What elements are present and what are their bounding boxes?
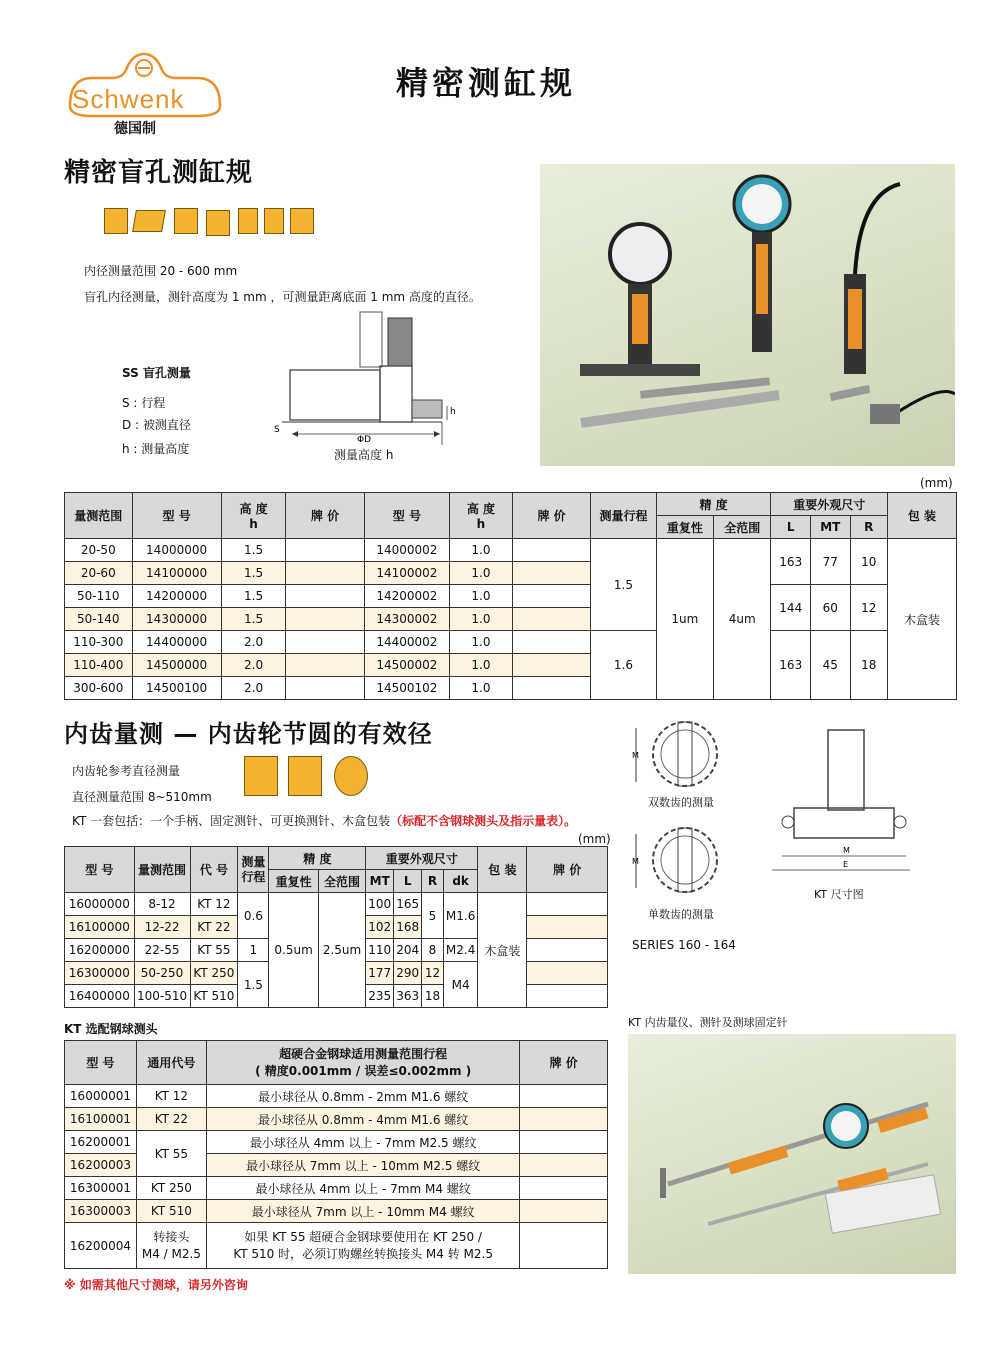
cell-model2: 14500102 [364,677,449,700]
cell-height2: 1.0 [450,631,513,654]
cell-dim-l-a: 163 [771,539,811,585]
cell-desc: 最小球径从 7mm 以上 - 10mm M2.5 螺纹 [206,1154,520,1177]
cell-code: KT 510 [136,1200,206,1223]
cell-price [520,1131,608,1154]
th2-mt: MT [366,870,394,893]
cell-model: 16000000 [65,893,135,916]
kit-note: （标配不含钢球测头及指示量表）。 [390,814,577,828]
cell-code: KT 510 [190,985,238,1008]
th-accuracy: 精 度 [656,493,771,516]
cell-code: KT 250 [136,1177,206,1200]
cell-range: 110-400 [65,654,133,677]
brand-logo [62,48,227,143]
cell-range: 20-50 [65,539,133,562]
th2-pack: 包 装 [478,847,527,893]
cell-l: 363 [394,985,422,1008]
cell-height: 1.5 [221,539,286,562]
cell-price2 [512,585,590,608]
cell-code: KT 12 [136,1085,206,1108]
cell-range: 300-600 [65,677,133,700]
cell-height: 2.0 [221,677,286,700]
th-height2-label: 高 度 [466,502,496,516]
cell-mt: 110 [366,939,394,962]
th-full: 全范围 [714,516,771,539]
cell-range: 100-510 [134,985,190,1008]
cell-height: 1.5 [221,562,286,585]
cell-height: 2.0 [221,654,286,677]
th-stroke: 测量行程 [591,493,657,539]
cell-model2: 14200002 [364,585,449,608]
cell-range: 110-300 [65,631,133,654]
cell-range: 20-60 [65,562,133,585]
th2-code: 代 号 [190,847,238,893]
cell-model: 16200001 [65,1131,137,1154]
cell-model: 16300000 [65,962,135,985]
cell-stroke-b: 1 [238,939,269,962]
th-price: 牌 价 [286,493,364,539]
cell-range: 22-55 [134,939,190,962]
cell-model: 16300003 [65,1200,137,1223]
cell-l: 204 [394,939,422,962]
cell-price [286,677,364,700]
cell-price2 [512,654,590,677]
ref-text: 内齿轮参考直径测量 [72,764,181,778]
brand-name: Schwenk [72,84,185,114]
table3-title: KT 选配钢球测头 [64,1022,158,1036]
cell-desc: 最小球径从 4mm 以上 - 7mm M2.5 螺纹 [206,1131,520,1154]
adapter-line1: 转接头 [153,1229,190,1244]
table-blind-hole-gauges [64,492,957,700]
th-height [221,493,286,539]
cell-model2: 14000002 [364,539,449,562]
type-icon-7 [290,208,314,234]
cell-stroke-b: 1.6 [591,631,657,700]
cell-price [520,1177,608,1200]
cell-dim-mt-c: 45 [811,631,851,700]
th3-code: 通用代号 [136,1041,206,1085]
cell-price2 [512,677,590,700]
cell-desc [206,1223,520,1269]
cell-dim-mt-a: 77 [811,539,851,585]
cell-price [286,562,364,585]
cell-price2 [512,539,590,562]
table-row [65,1200,608,1223]
diagram-caption: 测量高度 h [334,448,394,462]
cell-r-d: 18 [422,985,444,1008]
footnote: ※ 如需其他尺寸测球，请另外咨询 [64,1278,248,1292]
cell-model: 16100000 [65,916,135,939]
th3-desc-line1: 超硬合金钢球适用测量范围行程 [279,1046,448,1061]
single-caption: 单数齿的测量 [648,908,714,921]
adapter-desc-line2: KT 510 时，必须订购螺丝转换接头 M4 转 M2.5 [233,1246,493,1261]
cell-model: 16200003 [65,1154,137,1177]
cell-mt: 100 [366,893,394,916]
cell-model: 14300000 [132,608,221,631]
th2-stroke: 测量行程 [238,847,269,893]
cell-model2: 14100002 [364,562,449,585]
cell-model: 14100000 [132,562,221,585]
cell-height2: 1.0 [450,585,513,608]
cell-price [520,1200,608,1223]
cell-height: 1.5 [221,608,286,631]
th2-accuracy: 精 度 [269,847,366,870]
cell-r-c: 12 [422,962,444,985]
th-range: 量测范围 [65,493,133,539]
table-ball-probes [64,1040,608,1269]
cell-stroke-c: 1.5 [238,962,269,1008]
adapter-desc-line1: 如果 KT 55 超硬合金钢球要使用在 KT 250 / [244,1229,482,1244]
cell-height: 2.0 [221,631,286,654]
cell-model: 16100001 [65,1108,137,1131]
cell-desc: 最小球径从 7mm 以上 - 10mm M4 螺纹 [206,1200,520,1223]
cell-price [286,654,364,677]
cell-price [286,539,364,562]
svg-text:M: M [843,846,850,855]
cell-height: 1.5 [221,585,286,608]
th3-price: 牌 价 [520,1041,608,1085]
cell-model: 16300001 [65,1177,137,1200]
cell-price [520,1108,608,1131]
cell-range: 50-250 [134,962,190,985]
th-dim-l: L [771,516,811,539]
cell-code: KT 12 [190,893,238,916]
kit-text [72,812,576,829]
cell-desc: 最小球径从 4mm 以上 - 7mm M4 螺纹 [206,1177,520,1200]
kit-contents: KT 一套包括：一个手柄、固定测针、可更换测针、木盒包装 [72,814,391,828]
cell-price [520,1223,608,1269]
cell-height2: 1.0 [450,608,513,631]
cell-price [520,1154,608,1177]
cell-dk-a: M1.6 [443,893,477,939]
th-model: 型 号 [132,493,221,539]
th2-dims: 重要外观尺寸 [366,847,478,870]
diagram-label-d: ΦD [357,435,372,445]
cell-r-a: 5 [422,893,444,939]
section2-title: 内齿量测 — 内齿轮节圆的有效径 [64,720,433,748]
product-photo-bore-gauges [540,164,955,466]
table-row [65,893,608,916]
range2-text: 直径测量范围 8~510mm [72,790,212,804]
type-icon-3 [174,208,198,234]
th-height2-sub: h [476,517,486,531]
th2-full: 全范围 [318,870,366,893]
cell-price2 [512,562,590,585]
diagram-label-s: S [274,425,280,435]
table-row [65,1085,608,1108]
type-icon-6 [264,208,284,234]
cell-code: KT 250 [190,962,238,985]
section1-title: 精密盲孔测缸规 [64,158,254,188]
table-row [65,585,957,608]
diagram-label-h: h [450,407,456,417]
gear-type-icon-2 [288,756,322,796]
cell-mt: 102 [366,916,394,939]
th-pack: 包 装 [887,493,956,539]
cell-price [527,939,608,962]
th-repeat: 重复性 [656,516,713,539]
cell-price [286,608,364,631]
table1-unit: (mm) [920,476,953,490]
cell-price [527,985,608,1008]
table-row [65,631,957,654]
th-height-sub: h [249,517,258,531]
legend-d: D : 被测直径 [122,418,191,432]
cell-price2 [512,608,590,631]
cell-l: 165 [394,893,422,916]
th-dim-r: R [850,516,887,539]
diagram-title: SS 盲孔测量 [122,366,191,380]
cell-repeat: 1um [656,539,713,700]
cell-price [286,585,364,608]
th-dim-mt: MT [811,516,851,539]
page-title: 精密测缸规 [396,64,577,102]
cell-full: 2.5um [318,893,366,1008]
cell-model2: 14400002 [364,631,449,654]
internal-gear-icons [244,754,374,804]
cell-dim-r-a: 10 [850,539,887,585]
cell-desc: 最小球径从 0.8mm - 4mm M1.6 螺纹 [206,1108,520,1131]
th-dims: 重要外观尺寸 [771,493,888,516]
cell-repeat: 0.5um [269,893,318,1008]
cell-mt: 235 [366,985,394,1008]
th3-desc-line2: ( 精度0.001mm / 误差≤0.002mm ) [255,1063,472,1078]
table-row [65,539,957,562]
th-height-label: 高 度 [239,502,268,516]
th2-r: R [422,870,444,893]
cell-code [136,1223,206,1269]
cell-model: 16200004 [65,1223,137,1269]
blind-hole-diagram [262,310,472,460]
gear-type-icon-3 [334,756,368,796]
th2-model: 型 号 [65,847,135,893]
cell-dim-mt-b: 60 [811,585,851,631]
gauge-type-icons [104,206,334,240]
type-icon-2 [132,210,166,232]
cell-range: 50-140 [65,608,133,631]
cell-dim-l-c: 163 [771,631,811,700]
svg-text:M: M [632,857,639,866]
range-text: 内径测量范围 20 - 600 mm [84,264,238,278]
adapter-line2: M4 / M2.5 [141,1246,201,1261]
cell-price [286,631,364,654]
type-icon-1 [104,208,128,234]
cell-height2: 1.0 [450,562,513,585]
cell-model: 14000000 [132,539,221,562]
cell-dk-b: M2.4 [443,939,477,962]
bore-gauge-illustration [540,164,955,466]
cell-full: 4um [714,539,771,700]
cell-l: 290 [394,962,422,985]
cell-dim-r-c: 18 [850,631,887,700]
table-internal-gear [64,846,608,1008]
cell-price2 [512,631,590,654]
th3-desc [206,1041,520,1085]
table-row [65,1223,608,1269]
cell-height2: 1.0 [450,654,513,677]
cell-range: 8-12 [134,893,190,916]
th2-l: L [394,870,422,893]
cell-price [527,916,608,939]
cell-mt: 177 [366,962,394,985]
cell-price [527,893,608,916]
cell-range: 50-110 [65,585,133,608]
kt-kit-illustration [628,1034,956,1274]
cell-code: KT 22 [190,916,238,939]
svg-text:M: M [632,751,639,760]
cell-pack: 木盒装 [887,539,956,700]
cell-stroke-a: 1.5 [591,539,657,631]
cell-height2: 1.0 [450,539,513,562]
kt-caption: KT 尺寸图 [814,888,864,901]
cell-model2: 14500002 [364,654,449,677]
kt-dimension-diagram [758,722,918,878]
type-icon-4 [206,210,230,236]
cell-code: KT 22 [136,1108,206,1131]
legend-s: S : 行程 [122,396,166,410]
cell-price [527,962,608,985]
gear-type-icon-1 [244,756,278,796]
cell-model: 14200000 [132,585,221,608]
type-icon-5 [238,208,258,234]
double-caption: 双数齿的测量 [648,796,714,809]
th-height2 [450,493,513,539]
cell-range: 12-22 [134,916,190,939]
cell-dim-l-b: 144 [771,585,811,631]
cell-price [520,1085,608,1108]
cell-model: 16200000 [65,939,135,962]
double-tooth-diagram [630,716,730,796]
cell-dim-r-b: 12 [850,585,887,631]
cell-dk-c: M4 [443,962,477,1008]
photo2-caption: KT 内齿量仪、测针及测球固定针 [628,1016,788,1029]
cell-model: 14400000 [132,631,221,654]
cell-model: 16000001 [65,1085,137,1108]
th-price2: 牌 价 [512,493,590,539]
product-photo-kt-kit [628,1034,956,1274]
table-row [65,1177,608,1200]
cell-model: 14500000 [132,654,221,677]
series-text: SERIES 160 - 164 [632,938,736,952]
brand-sub: 德国制 [114,121,156,137]
th3-model: 型 号 [65,1041,137,1085]
cell-model: 14500100 [132,677,221,700]
th2-dk: dk [443,870,477,893]
single-tooth-diagram [630,822,730,902]
th2-range: 量测范围 [134,847,190,893]
th2-repeat: 重复性 [269,870,318,893]
cell-code: KT 55 [190,939,238,962]
table2-unit: (mm) [578,832,611,846]
desc-text: 盲孔内径测量，测针高度为 1 mm ，可测量距离底面 1 mm 高度的直径。 [84,290,481,304]
table-row [65,1131,608,1154]
cell-model: 16400000 [65,985,135,1008]
cell-l: 168 [394,916,422,939]
cell-height2: 1.0 [450,677,513,700]
th-model2: 型 号 [364,493,449,539]
legend-h: h : 测量高度 [122,442,190,456]
table-row [65,1108,608,1131]
cell-desc: 最小球径从 0.8mm - 2mm M1.6 螺纹 [206,1085,520,1108]
cell-stroke-a: 0.6 [238,893,269,939]
cell-pack: 木盒装 [478,893,527,1008]
cell-model2: 14300002 [364,608,449,631]
svg-text:E: E [843,860,849,869]
cell-r-b: 8 [422,939,444,962]
cell-code: KT 55 [136,1131,206,1177]
th2-price: 牌 价 [527,847,608,893]
